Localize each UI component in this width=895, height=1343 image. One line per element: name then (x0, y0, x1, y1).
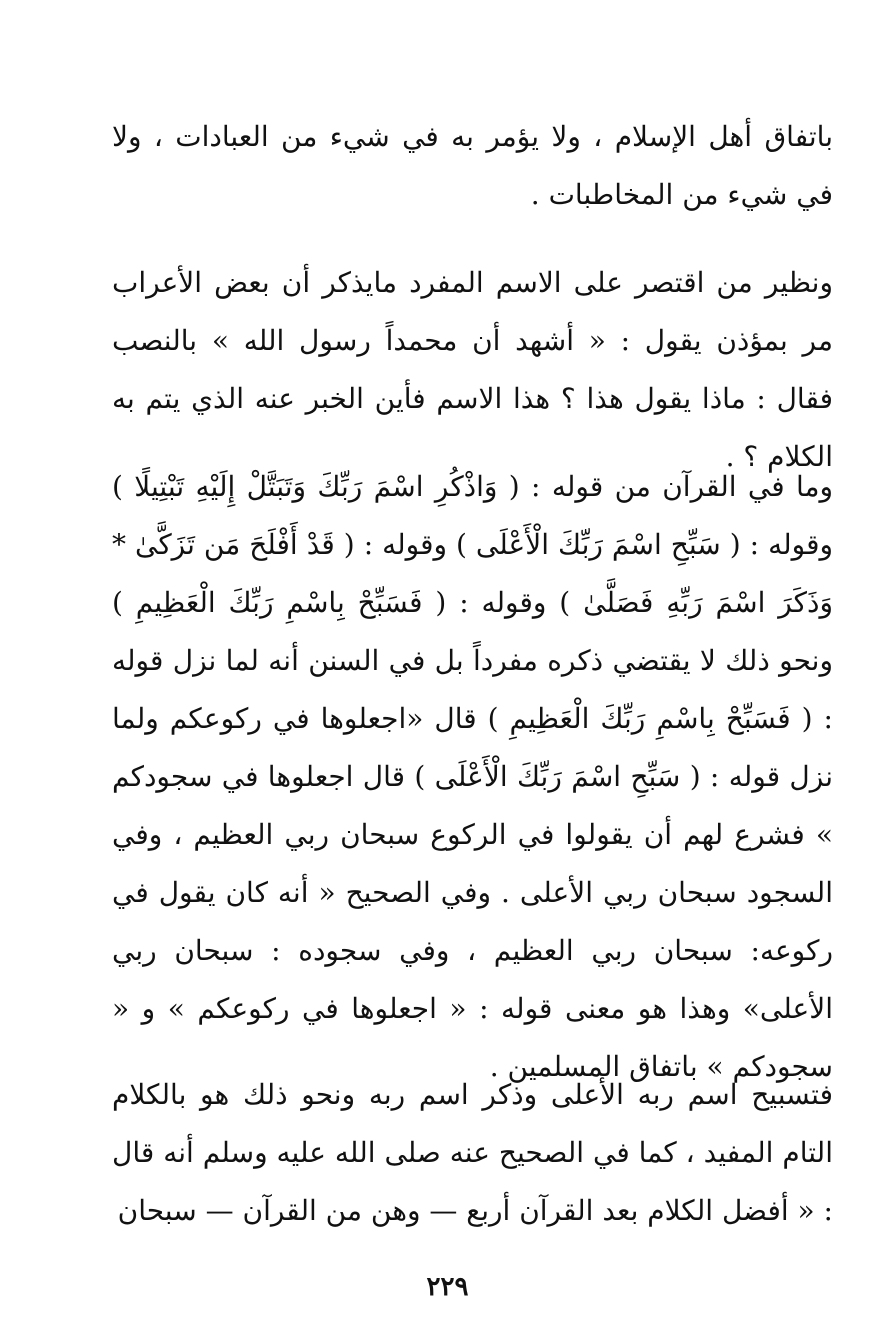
paragraph-2 (112, 254, 833, 486)
paragraph-1 (112, 108, 833, 224)
paragraph-4-text: فتسبيح اسم ربه الأعلى وذكر اسم ربه ونحو ذلك هو بالكلام التام المفيد ، كما في الصحيح عنه صلى الله عليه وسلم أنه قال : « أفضل الكلام بعد القرآن أربع — وهن من القرآن — سبحان (112, 1078, 833, 1227)
paragraph-3 (112, 458, 833, 1096)
page-number: ٢٢٩ (426, 1272, 469, 1302)
paragraph-3-text: وما في القرآن من قوله : ( وَاذْكُرِ اسْمَ رَبِّكَ وَتَبَتَّلْ إِلَيْهِ تَبْتِيلًا ) وقوله : ( سَبِّحِ اسْمَ رَبِّكَ الْأَعْلَى ) وقوله : ( قَدْ أَفْلَحَ مَن تَزَكَّىٰ * وَذَكَرَ اسْمَ رَبِّهِ فَصَلَّىٰ ) وقوله : ( فَسَبِّحْ بِاسْمِ رَبِّكَ الْعَظِيمِ ) ونحو ذلك لا يقتضي ذكره مفرداً بل في السنن أنه لما نزل قوله : ( فَسَبِّحْ بِاسْمِ رَبِّكَ الْعَظِيمِ ) قال «اجعلوها في ركوعكم ولما نزل قوله : ( سَبِّحِ اسْمَ رَبِّكَ الْأَعْلَى ) قال اجعلوها في سجودكم » فشرع لهم أن يقولوا في الركوع سبحان ربي العظيم ، وفي السجود سبحان ربي الأعلى . وفي الصحيح « أنه كان يقول في ركوعه: سبحان ربي العظيم ، وفي سجوده : سبحان ربي الأعلى» وهذا هو معنى قوله : « اجعلوها في ركوعكم » و « سجودكم » باتفاق المسلمين . (112, 470, 833, 1083)
paragraph-4 (112, 1066, 833, 1240)
paragraph-2-text: ونظير من اقتصر على الاسم المفرد مايذكر أن بعض الأعراب مر بمؤذن يقول : « أشهد أن محمداً رسول الله » بالنصب فقال : ماذا يقول هذا ؟ هذا الاسم فأين الخبر عنه الذي يتم به الكلام ؟ . (112, 266, 834, 473)
paragraph-1-text: باتفاق أهل الإسلام ، ولا يؤمر به في شيء من العبادات ، ولا في شيء من المخاطبات . (112, 120, 833, 211)
